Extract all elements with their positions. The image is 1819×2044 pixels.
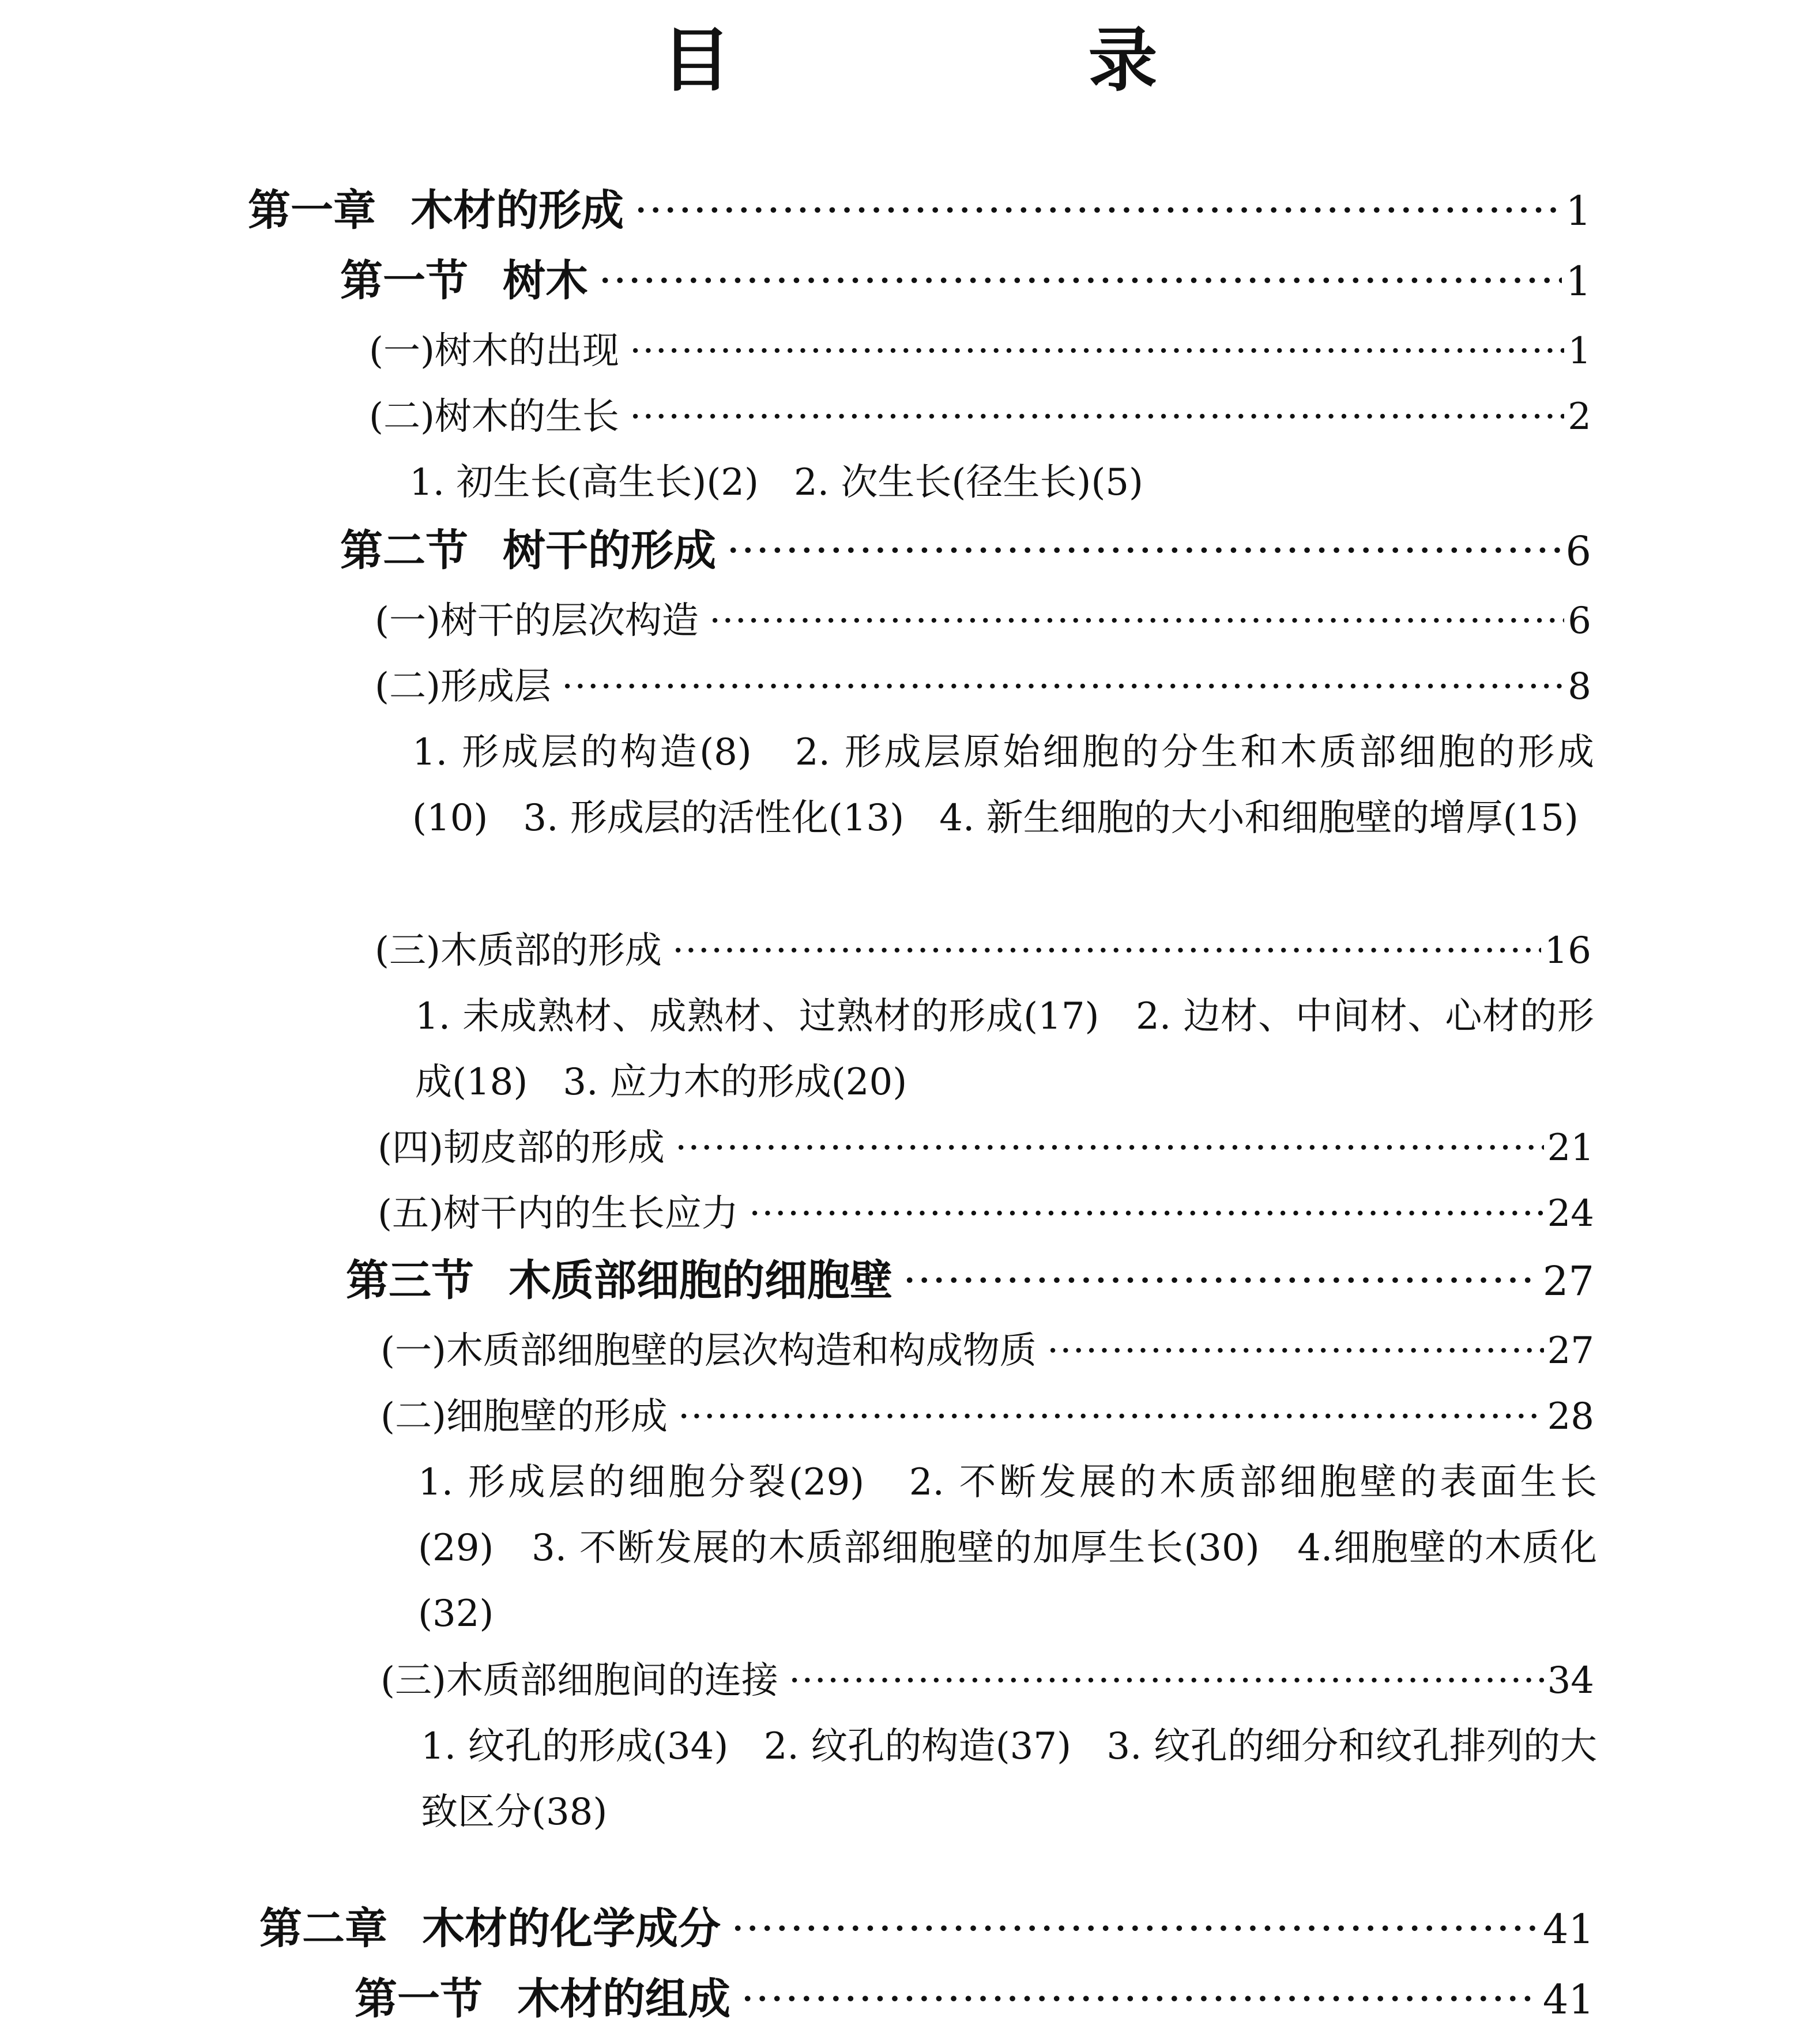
- toc-subitem: 3. 纹孔的细分和纹孔排列的大致区分(38): [421, 1725, 1597, 1834]
- toc-section-title: 树木: [503, 256, 588, 306]
- toc-subitem: 2. 形成层原始细胞的分生和木质部细胞的形成(10): [412, 731, 1595, 840]
- toc-leader-dots: [1047, 1319, 1544, 1383]
- toc-subitems-1-2-3: [415, 984, 1594, 1115]
- toc-page-number: 6: [1568, 600, 1591, 642]
- toc-page-number: 41: [1542, 1906, 1594, 1953]
- toc-leader-dots: [675, 1116, 1544, 1180]
- toc-section-title: 木材的组成: [517, 1974, 730, 2024]
- toc-item-1-2-1: [375, 589, 1591, 653]
- toc-subitem: 2. 不断发展的木质部细胞壁的表面生长(29): [418, 1461, 1598, 1569]
- toc-subitems-1-3-2: [418, 1450, 1597, 1647]
- toc-subitem: 1. 未成熟材、成熟材、过熟材的形成(17): [415, 995, 1099, 1038]
- toc-leader-dots: [630, 385, 1564, 449]
- toc-chapter-title: 木材的形成: [411, 186, 624, 235]
- toc-page-number: 1: [1565, 187, 1591, 235]
- toc-subitem: 2. 次生长(径生长)(5): [794, 461, 1144, 504]
- toc-item-label: (五)树干内的生长应力: [378, 1192, 739, 1235]
- toc-item-1-2-5: [378, 1182, 1594, 1245]
- toc-leader-dots: [598, 249, 1562, 313]
- toc-leader-dots: [672, 919, 1541, 983]
- toc-section-1-1: [340, 249, 1591, 313]
- toc-page-number: 24: [1547, 1192, 1594, 1235]
- toc-page-number: 1: [1565, 258, 1591, 305]
- toc-page-number: 41: [1542, 1976, 1594, 2023]
- toc-leader-dots: [678, 1385, 1544, 1448]
- toc-page-number: 2: [1568, 396, 1591, 438]
- toc-section-title: 木质部细胞的细胞壁: [509, 1256, 892, 1305]
- toc-item-label: (三)木质部的形成: [375, 929, 662, 972]
- toc-item-label: (二)树木的生长: [369, 396, 619, 438]
- toc-leader-dots: [562, 655, 1564, 718]
- toc-section-number: 第二节: [340, 526, 468, 575]
- toc-item-label: (三)木质部细胞间的连接: [381, 1659, 778, 1702]
- toc-page-number: 6: [1565, 528, 1591, 575]
- toc-leader-dots: [789, 1649, 1544, 1712]
- toc-section-2-1: [355, 1967, 1594, 2031]
- toc-item-1-1-1: [369, 319, 1591, 383]
- toc-chapter-title: 木材的化学成分: [422, 1904, 721, 1953]
- toc-section-title: 树干的形成: [503, 526, 716, 575]
- toc-item-label: (一)树木的出现: [369, 330, 619, 372]
- toc-leader-dots: [634, 179, 1562, 242]
- toc-chapter-1: [248, 179, 1591, 242]
- toc-subitem: 4. 新生细胞的大小和细胞壁的增厚(15): [939, 797, 1579, 840]
- toc-subitem: 1. 纹孔的形成(34): [421, 1725, 729, 1768]
- toc-item-label: (一)木质部细胞壁的层次构造和构成物质: [381, 1330, 1037, 1372]
- toc-chapter-label: [248, 179, 624, 242]
- toc-page-number: 16: [1544, 929, 1591, 972]
- toc-item-label: (一)树干的层次构造: [375, 600, 699, 642]
- toc-page-number: 8: [1568, 665, 1591, 708]
- toc-section-number: 第一节: [340, 256, 468, 306]
- toc-subitems-1-1-2: [409, 450, 1591, 515]
- toc-section-1-3: [346, 1249, 1594, 1312]
- toc-item-1-2-4: [378, 1116, 1594, 1180]
- toc-leader-dots: [741, 1967, 1539, 2031]
- toc-chapter-number: 第一章: [248, 186, 376, 235]
- toc-leader-dots: [903, 1249, 1539, 1312]
- toc-item-1-1-2: [369, 385, 1591, 449]
- toc-chapter-number: 第二章: [259, 1904, 387, 1953]
- toc-subitem: 1. 形成层的构造(8): [412, 731, 752, 774]
- toc-subitems-1-3-3: [421, 1714, 1597, 1845]
- toc-item-1-3-3: [381, 1649, 1594, 1712]
- toc-subitems-1-2-2: [412, 720, 1594, 851]
- toc-page-number: 1: [1568, 330, 1591, 372]
- toc-leader-dots: [726, 519, 1562, 582]
- toc-subitem: 1. 形成层的细胞分裂(29): [418, 1461, 865, 1504]
- toc-subitem: 3. 形成层的活性化(13): [523, 797, 905, 840]
- toc-section-label: [355, 1967, 730, 2031]
- toc-page-number: 27: [1542, 1258, 1594, 1305]
- toc-section-label: [346, 1249, 892, 1312]
- toc-page-number: 28: [1547, 1395, 1594, 1438]
- toc-item-1-2-2: [375, 655, 1591, 718]
- toc-section-number: 第一节: [355, 1974, 483, 2024]
- toc-item-label: (二)形成层: [375, 665, 551, 708]
- toc-section-1-2: [340, 519, 1591, 582]
- toc-leader-dots: [630, 319, 1564, 383]
- toc-subitem: 3. 不断发展的木质部细胞壁的加厚生长(30): [531, 1527, 1260, 1569]
- toc-page-number: 27: [1547, 1330, 1594, 1372]
- toc-subitem: 3. 应力木的形成(20): [563, 1061, 907, 1104]
- toc-page-number: 34: [1547, 1659, 1594, 1702]
- toc-subitem: 2. 纹孔的构造(37): [763, 1725, 1072, 1768]
- toc-leader-dots: [709, 589, 1564, 653]
- toc-leader-dots: [749, 1182, 1544, 1245]
- page-title: 目 录: [661, 20, 1302, 101]
- toc-leader-dots: [731, 1897, 1539, 1960]
- toc-item-1-3-2: [381, 1385, 1594, 1448]
- toc-section-number: 第三节: [346, 1256, 474, 1305]
- toc-section-label: [340, 249, 588, 313]
- toc-chapter-2: [259, 1897, 1594, 1960]
- toc-item-1-2-3: [375, 919, 1591, 983]
- toc-page-number: 21: [1547, 1127, 1594, 1169]
- toc-chapter-label: [259, 1897, 721, 1960]
- toc-item-1-3-1: [381, 1319, 1594, 1383]
- toc-subitem: 2. 边材、中间材、心材的形成(18): [415, 995, 1594, 1104]
- toc-section-label: [340, 519, 716, 582]
- toc-subitem: 1. 初生长(高生长)(2): [409, 461, 759, 504]
- toc-subitem: 4.细胞壁的木质化(32): [418, 1527, 1598, 1635]
- toc-item-label: (二)细胞壁的形成: [381, 1395, 668, 1438]
- toc-item-label: (四)韧皮部的形成: [378, 1127, 665, 1169]
